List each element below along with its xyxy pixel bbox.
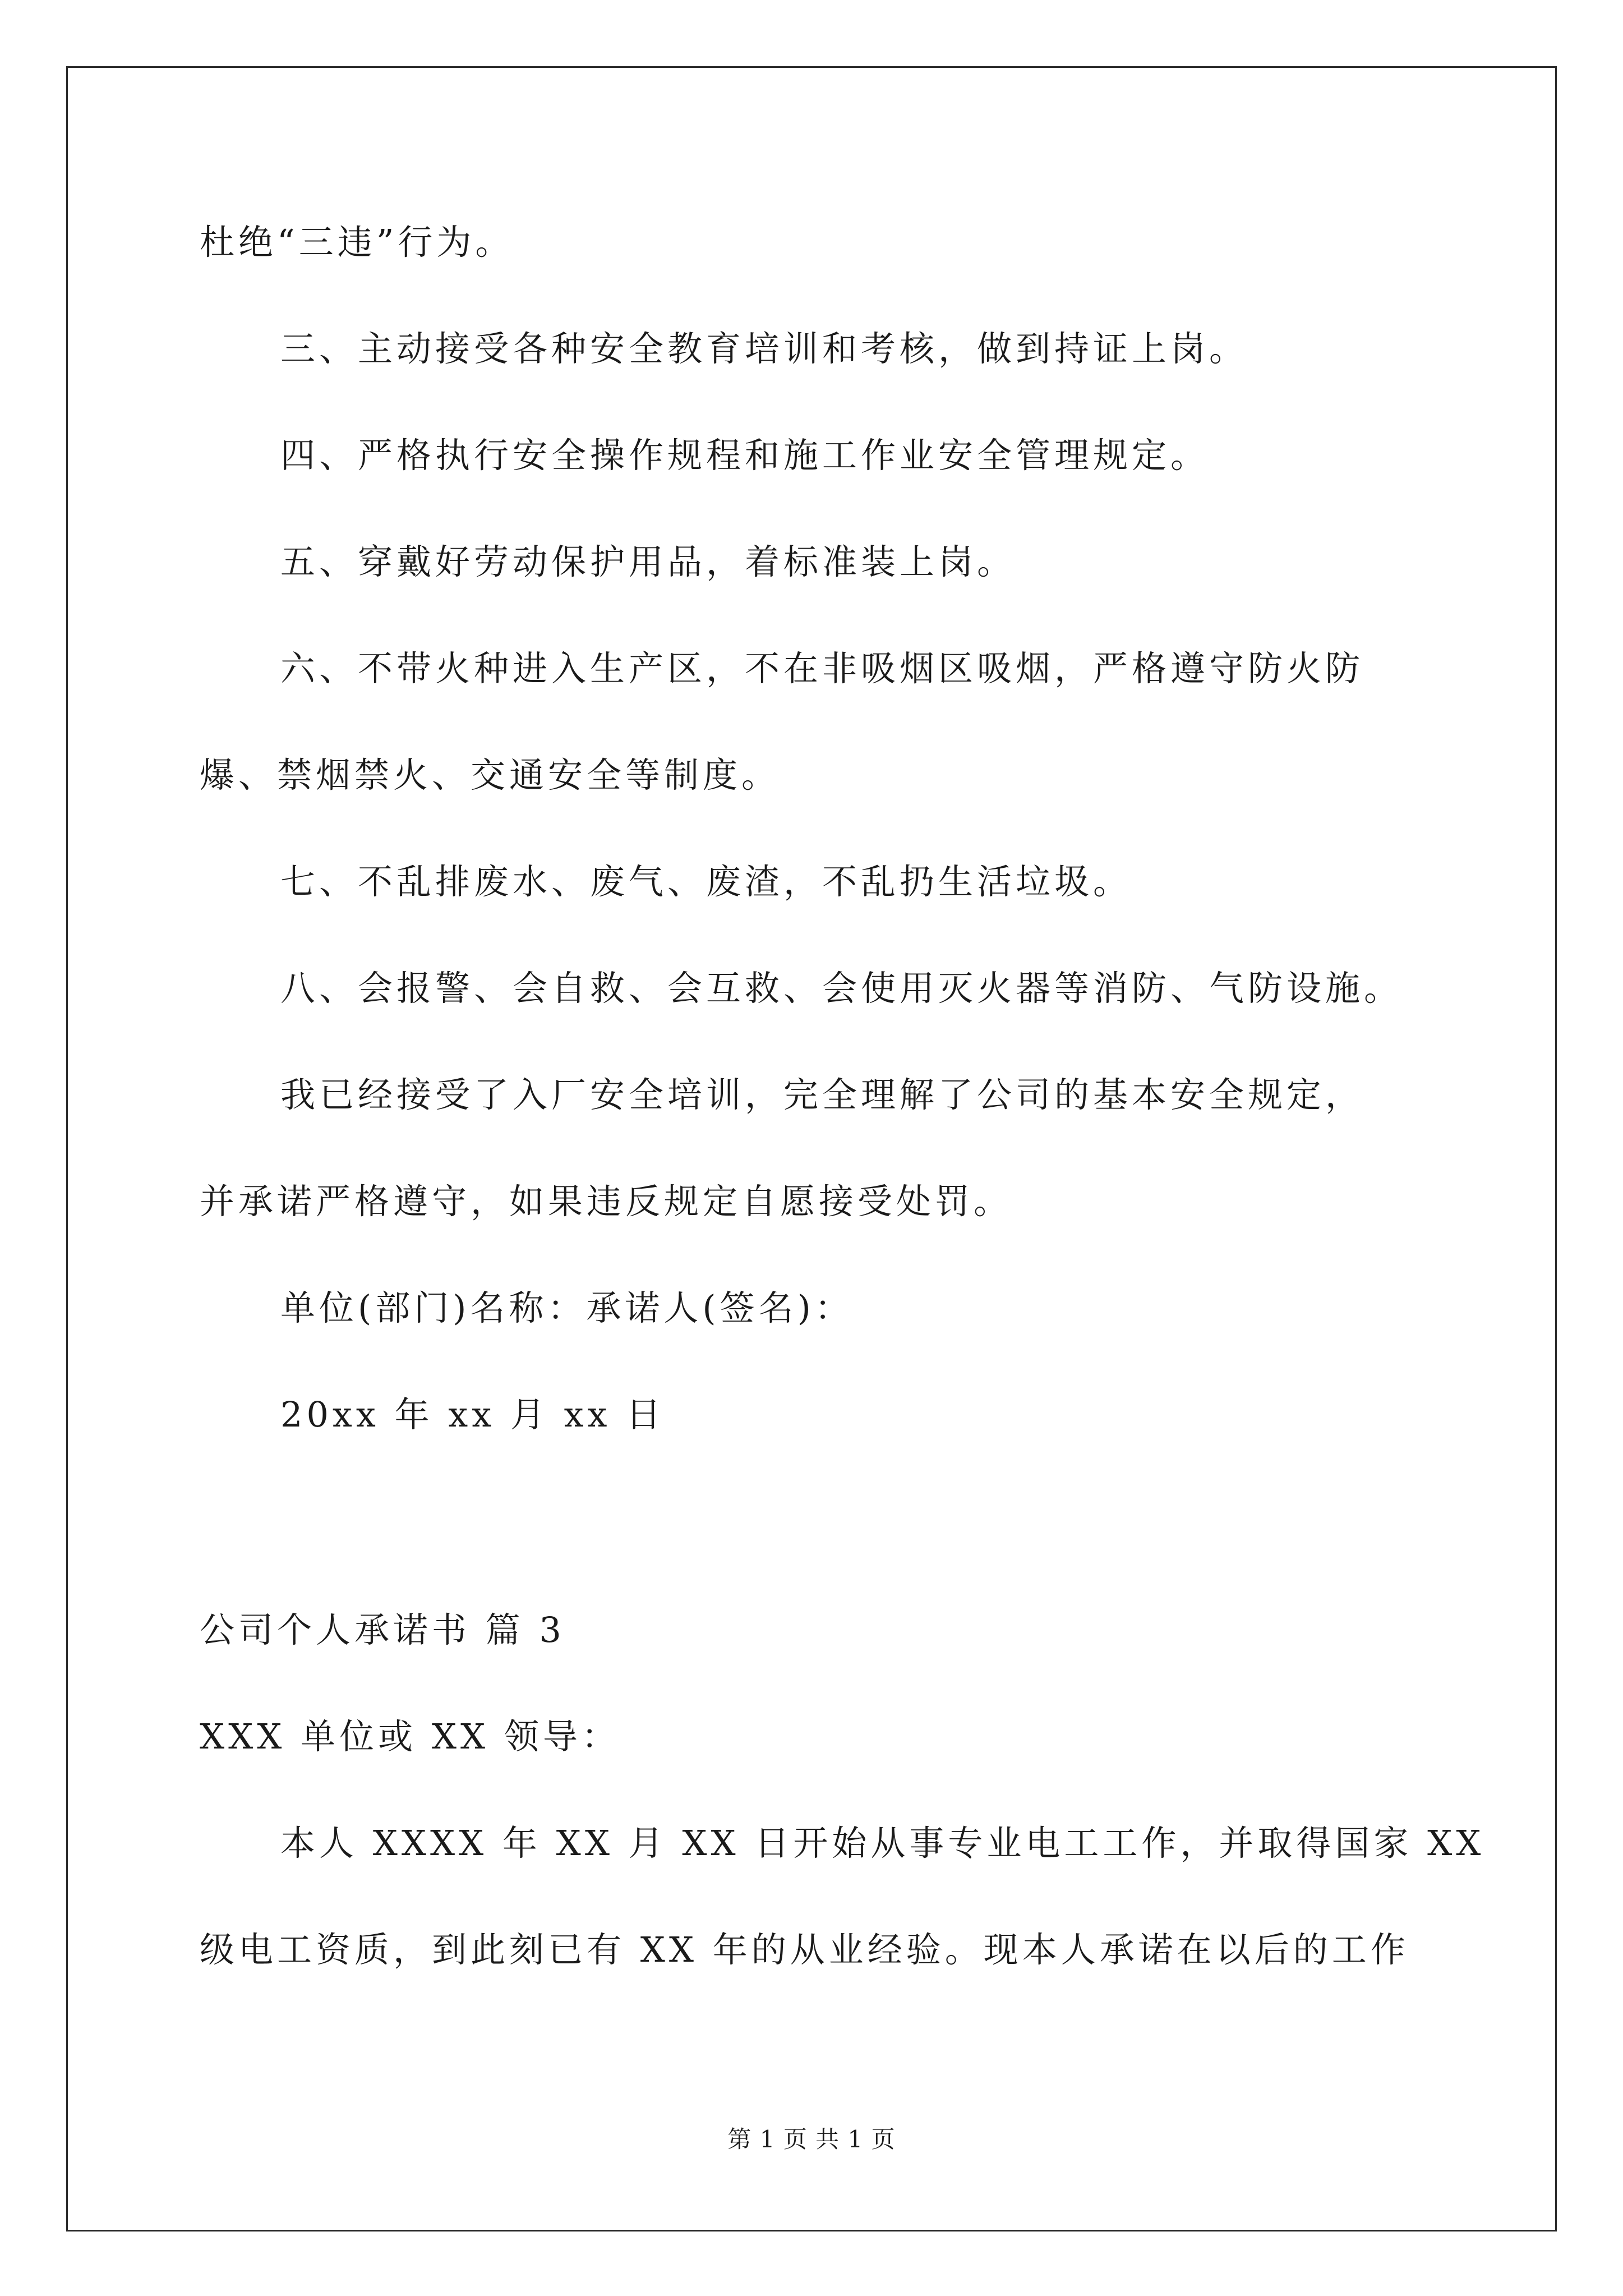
page-footer: 第 1 页 共 1 页 — [727, 2125, 896, 2153]
salutation-line: XXX 单位或 XX 领导： — [200, 1716, 620, 1757]
body-line-10: 并承诺严格遵守，如果违反规定自愿接受处罚。 — [200, 1181, 1013, 1222]
page-border — [66, 66, 1557, 2231]
body-line-8: 八、会报警、会自救、会互救、会使用灭火器等消防、气防设施。 — [280, 968, 1403, 1009]
body-line-6: 爆、禁烟禁火、交通安全等制度。 — [200, 754, 781, 795]
body-line-9: 我已经接受了入厂安全培训，完全理解了公司的基本安全规定， — [280, 1074, 1364, 1115]
body-line-2: 三、主动接受各种安全教育培训和考核，做到持证上岗。 — [280, 328, 1248, 369]
body-line-3: 四、严格执行安全操作规程和施工作业安全管理规定。 — [280, 435, 1210, 476]
body-line-16: 级电工资质，到此刻已有 XX 年的从业经验。现本人承诺在以后的工作 — [200, 1929, 1409, 1970]
signature-line: 单位(部门)名称：承诺人(签名)： — [280, 1287, 854, 1328]
body-line-5: 六、不带火种进入生产区，不在非吸烟区吸烟，严格遵守防火防 — [280, 648, 1364, 689]
date-line: 20xx 年 xx 月 xx 日 — [280, 1394, 665, 1435]
body-line-4: 五、穿戴好劳动保护用品，着标准装上岗。 — [280, 541, 1016, 582]
section-heading: 公司个人承诺书 篇 3 — [200, 1609, 565, 1650]
body-line-1: 杜绝“三违”行为。 — [200, 222, 514, 263]
body-line-15: 本人 XXXX 年 XX 月 XX 日开始从事专业电工工作，并取得国家 XX — [280, 1823, 1485, 1864]
body-line-7: 七、不乱排废水、废气、废渣，不乱扔生活垃圾。 — [280, 861, 1132, 902]
